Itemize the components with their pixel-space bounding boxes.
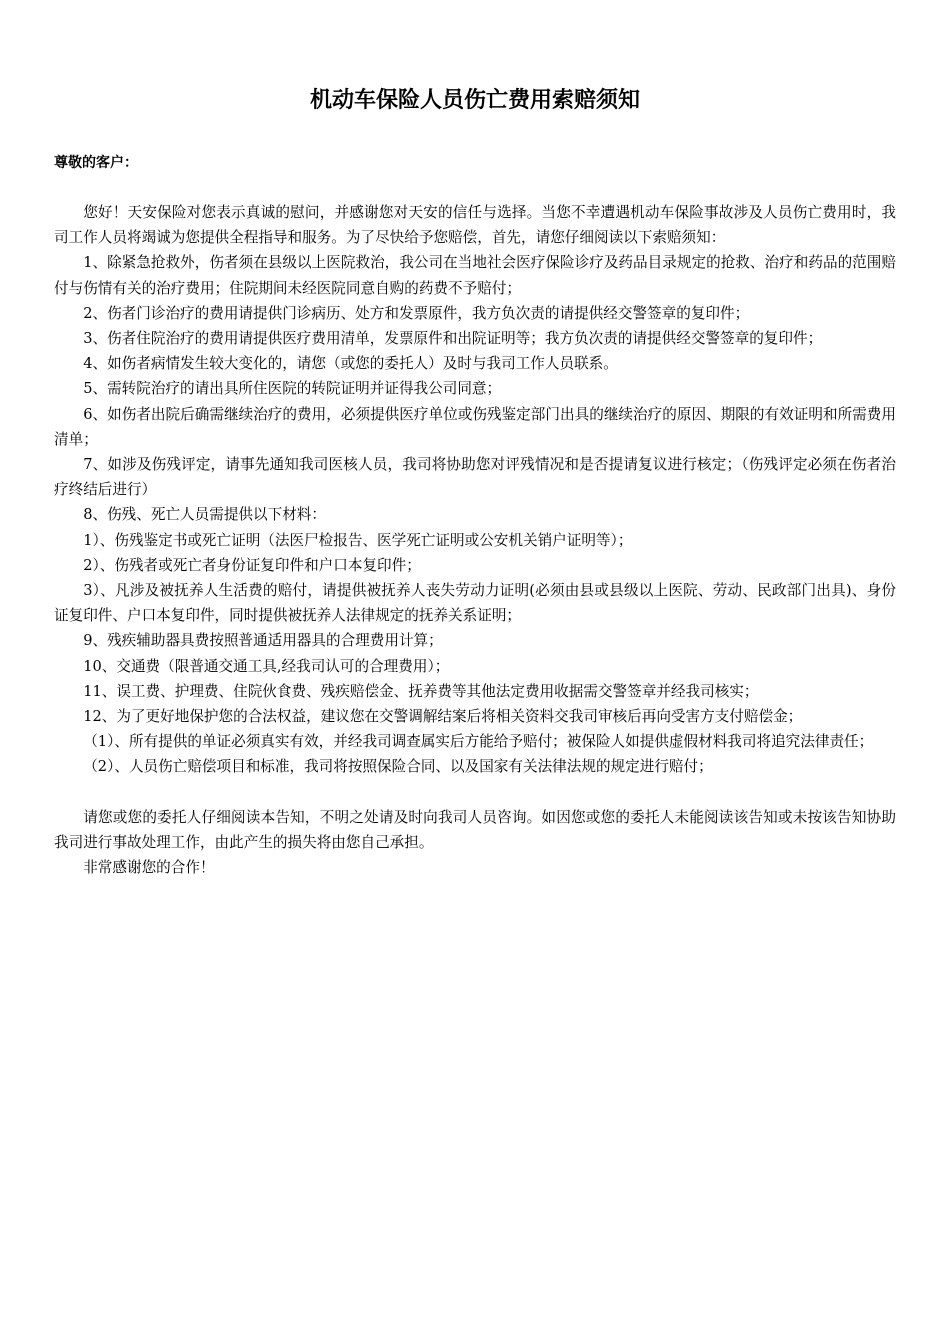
notice-subitem: （2）、人员伤亡赔偿项目和标准，我司将按照保险合同、以及国家有关法律法规的规定进行赔付；: [83, 758, 713, 776]
notice-subitem: 3）、凡涉及被抚养人生活费的赔付，请提供被抚养人丧失劳动力证明(必须由县或县级以上医院、劳动、民政部门出具)、身份证复印件、户口本复印件，同时提供被抚养人法律规定的抚养关系证明；: [54, 582, 896, 625]
notice-item: 10、交通费（限普通交通工具,经我司认可的合理费用）；: [83, 657, 450, 675]
thanks-line: 非常感谢您的合作！: [83, 859, 215, 877]
notice-subitem: （1）、所有提供的单证必须真实有效，并经我司调查属实后方能给予赔付；被保险人如提供虚假材料我司将追究法律责任；: [83, 733, 874, 751]
notice-item: 4、如伤者病情发生较大变化的，请您（或您的委托人）及时与我司工作人员联系。: [83, 355, 618, 373]
greeting: 尊敬的客户：: [54, 155, 138, 171]
document-title: 机动车保险人员伤亡费用索赔须知: [309, 88, 640, 113]
document-body: [54, 200, 896, 880]
notice-subitem: 2）、伤残者或死亡者身份证复印件和户口本复印件；: [83, 556, 421, 574]
closing-paragraph: 请您或您的委托人仔细阅读本告知，不明之处请及时向我司人员咨询。如因您或您的委托人未能阅读该告知或未按该告知协助我司进行事故处理工作，由此产生的损失将由您自己承担。: [54, 808, 896, 852]
notice-item: 2、伤者门诊治疗的费用请提供门诊病历、处方和发票原件，我方负次责的请提供经交警签章的复印件；: [83, 304, 750, 322]
notice-item: 5、需转院治疗的请出具所住医院的转院证明并证得我公司同意；: [83, 380, 502, 398]
notice-item: 3、伤者住院治疗的费用请提供医疗费用清单，发票原件和出院证明等；我方负次责的请提供经交警签章的复印件；: [83, 330, 823, 348]
notice-item: 8、伤残、死亡人员需提供以下材料：: [83, 506, 326, 524]
notice-item: 6、如伤者出院后确需继续治疗的费用，必须提供医疗单位或伤残鉴定部门出具的继续治疗的原因、期限的有效证明和所需费用清单；: [54, 405, 896, 448]
notice-item: 12、为了更好地保护您的合法权益，建议您在交警调解结案后将相关资料交我司审核后再向受害方支付赔偿金；: [83, 708, 803, 726]
notice-item: 7、如涉及伤残评定，请事先通知我司医核人员，我司将协助您对评残情况和是否提请复议进行核定；（伤残评定必须在伤者治疗终结后进行）: [54, 456, 896, 499]
intro-paragraph: 您好！天安保险对您表示真诚的慰问，并感谢您对天安的信任与选择。当您不幸遭遇机动车保险事故涉及人员伤亡费用时，我司工作人员将竭诚为您提供全程指导和服务。为了尽快给予您赔偿，首先，请您仔细阅读以下索赔须知：: [54, 204, 896, 247]
notice-item: 1、除紧急抢救外，伤者须在县级以上医院救治，我公司在当地社会医疗保险诊疗及药品目录规定的抢救、治疗和药品的范围赔付与伤情有关的治疗费用；住院期间未经医院同意自购的药费不予赔付；: [54, 254, 896, 297]
notice-item: 9、残疾辅助器具费按照普通适用器具的合理费用计算；: [83, 632, 443, 650]
notice-subitem: 1）、伤残鉴定书或死亡证明（法医尸检报告、医学死亡证明或公安机关销户证明等）；: [83, 531, 633, 549]
notice-item: 11、误工费、护理费、住院伙食费、残疾赔偿金、抚养费等其他法定费用收据需交警签章并经我司核实；: [83, 682, 759, 700]
